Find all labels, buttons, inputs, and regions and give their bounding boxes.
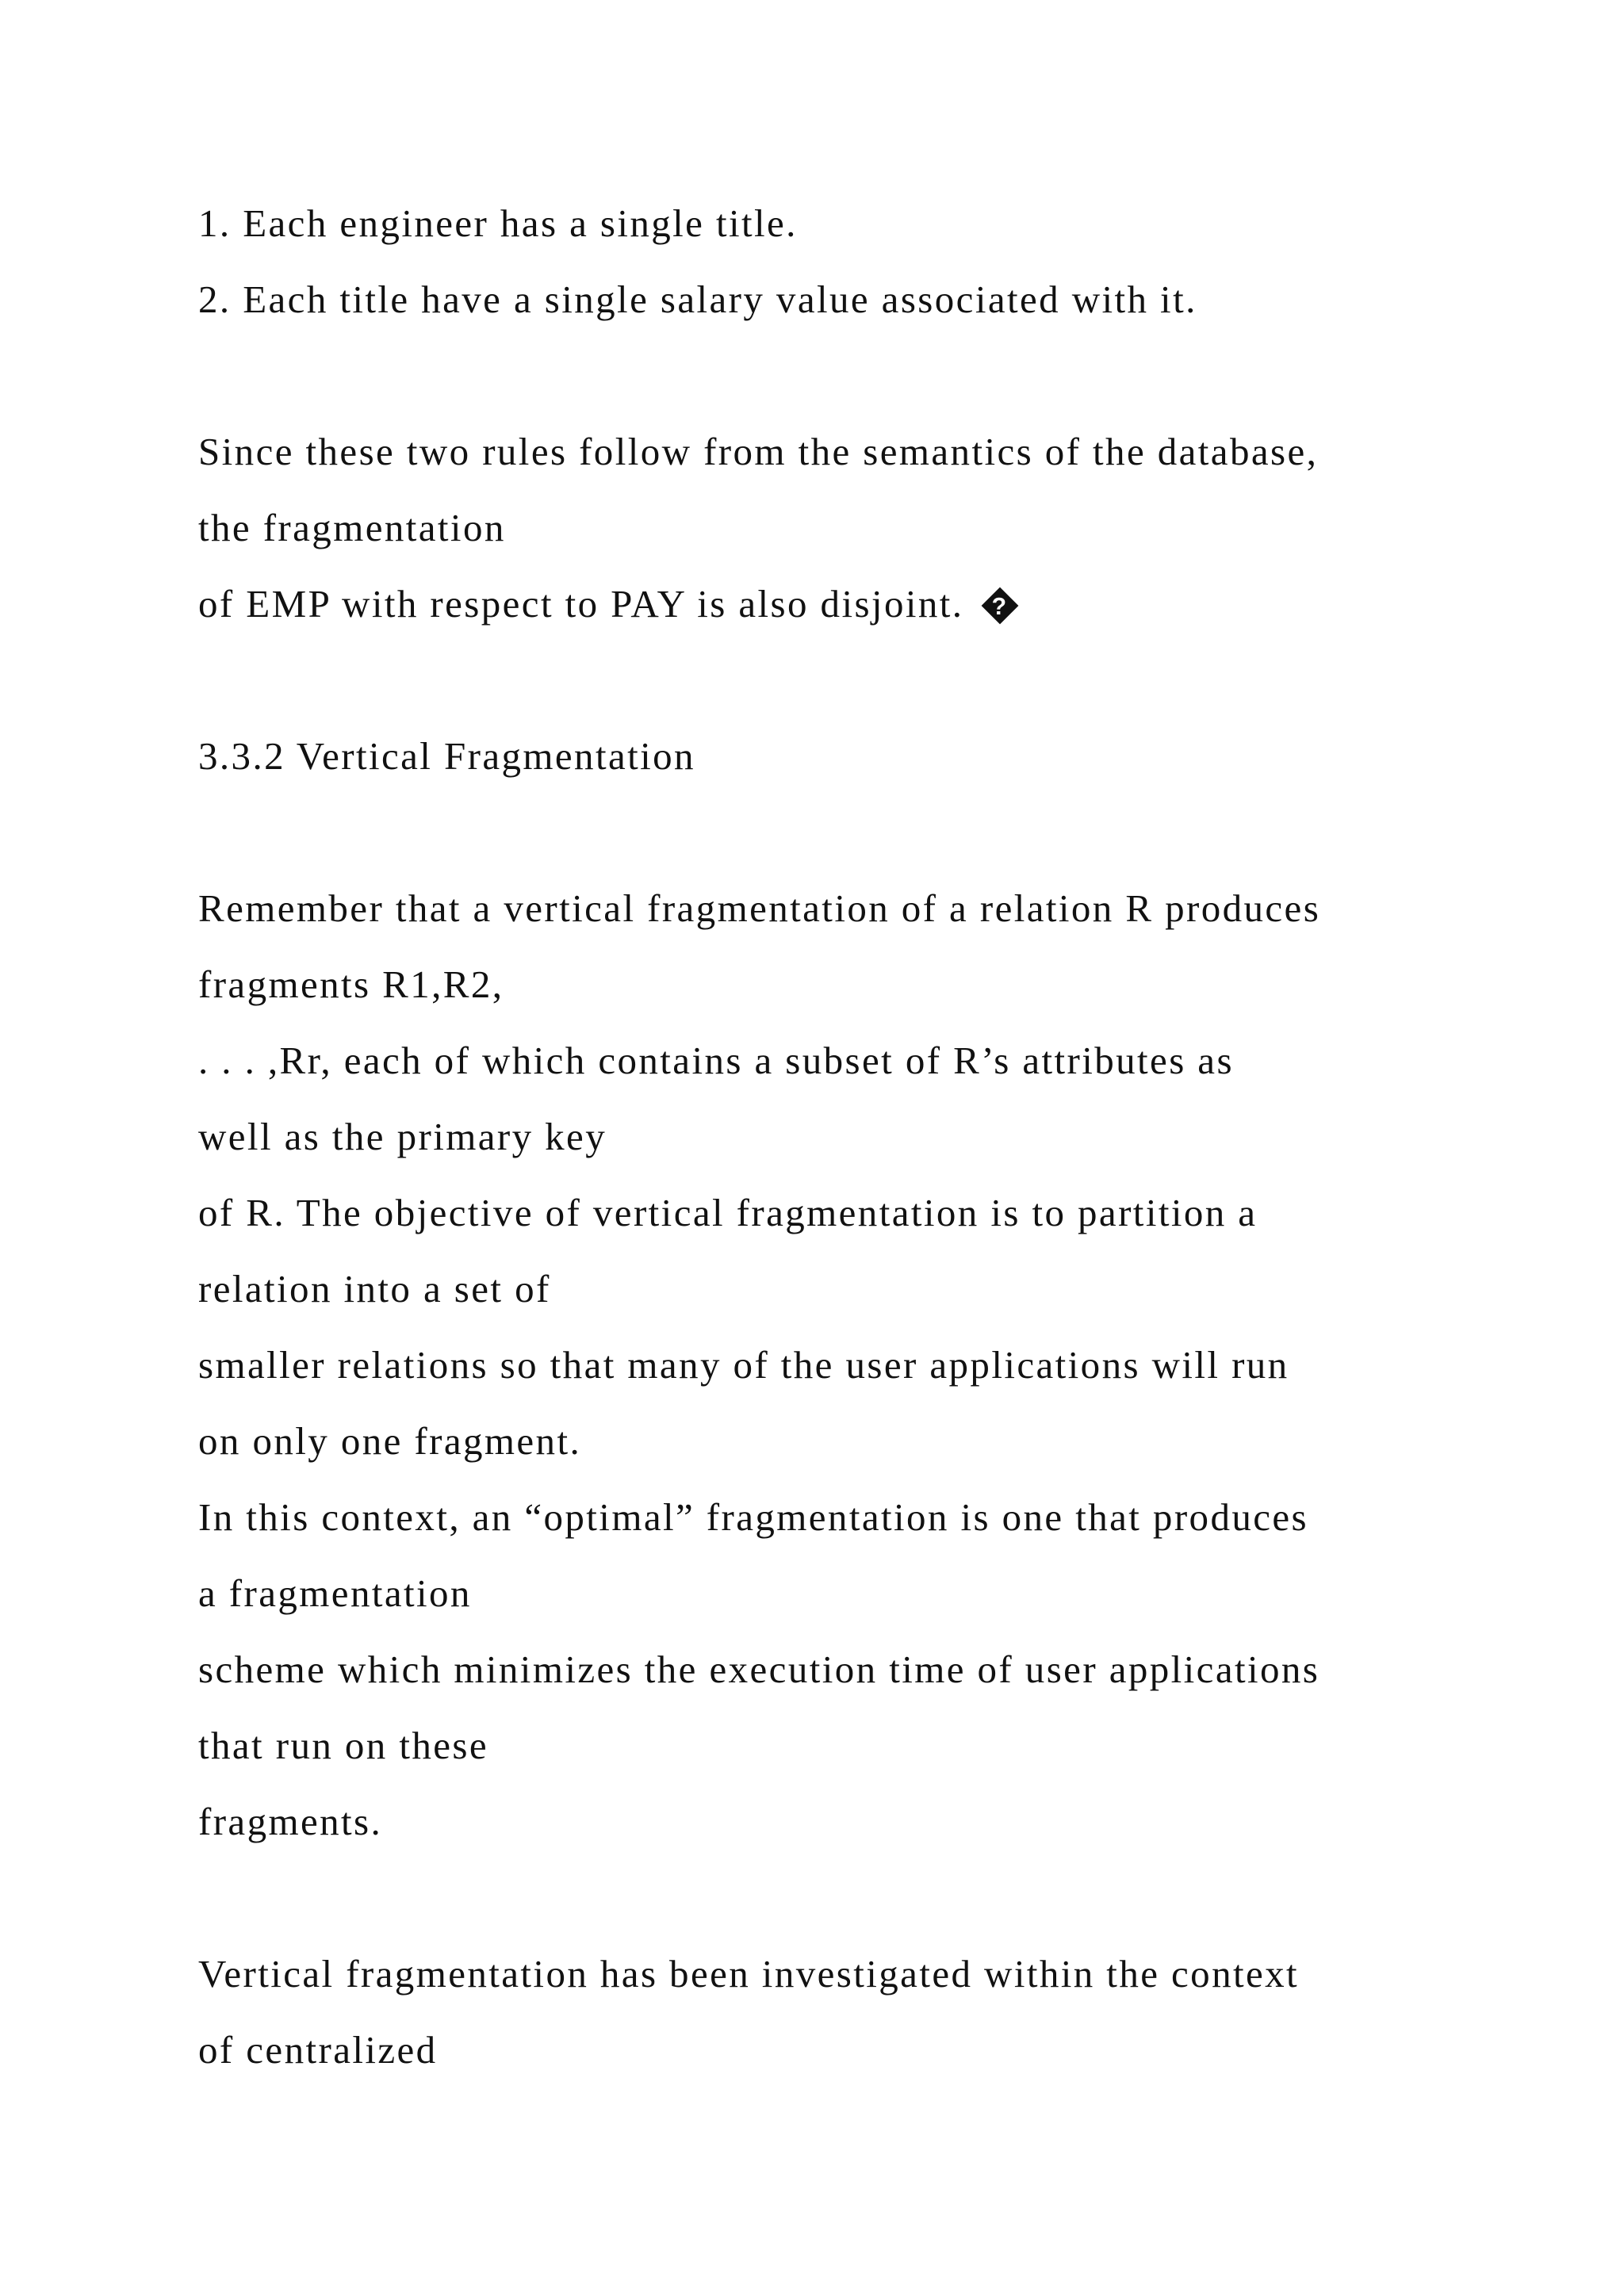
paragraph-line: the fragmentation [198, 506, 506, 549]
paragraph-line: of R. The objective of vertical fragmentation is to partition a [198, 1191, 1258, 1234]
paragraph-line: fragments R1,R2, [198, 962, 504, 1006]
paragraph-line: In this context, an “optimal” fragmentation is one that produces [198, 1495, 1309, 1539]
section-heading: 3.3.2 Vertical Fragmentation [198, 734, 695, 778]
paragraph-line: Since these two rules follow from the semantics of the database, [198, 430, 1319, 473]
paragraph-line: fragments. [198, 1800, 383, 1843]
paragraph-line: smaller relations so that many of the user applications will run [198, 1343, 1289, 1387]
paragraph-line: . . . ,Rr, each of which contains a subset of R’s attributes as [198, 1039, 1234, 1082]
paragraph-line: Vertical fragmentation has been investigated within the context [198, 1952, 1300, 1996]
paragraph-line: Remember that a vertical fragmentation of a relation R produces [198, 886, 1321, 930]
replacement-character-icon [982, 587, 1019, 625]
paragraph-line: of centralized [198, 2028, 438, 2072]
paragraph-line: scheme which minimizes the execution time of user applications [198, 1647, 1320, 1691]
replacement-character-mark: ? [991, 592, 1007, 620]
paragraph-line: on only one fragment. [198, 1419, 582, 1463]
paragraph-line: a fragmentation [198, 1571, 472, 1615]
paragraph-line-text: of EMP with respect to PAY is also disjoint. [198, 582, 964, 626]
rule-line: 2. Each title have a single salary value associated with it. [198, 277, 1197, 321]
paragraph-line: well as the primary key [198, 1115, 607, 1158]
paragraph-line: that run on these [198, 1724, 489, 1767]
paragraph-line-with-symbol [198, 580, 1018, 628]
rule-line: 1. Each engineer has a single title. [198, 201, 798, 245]
paragraph-line: relation into a set of [198, 1267, 551, 1311]
